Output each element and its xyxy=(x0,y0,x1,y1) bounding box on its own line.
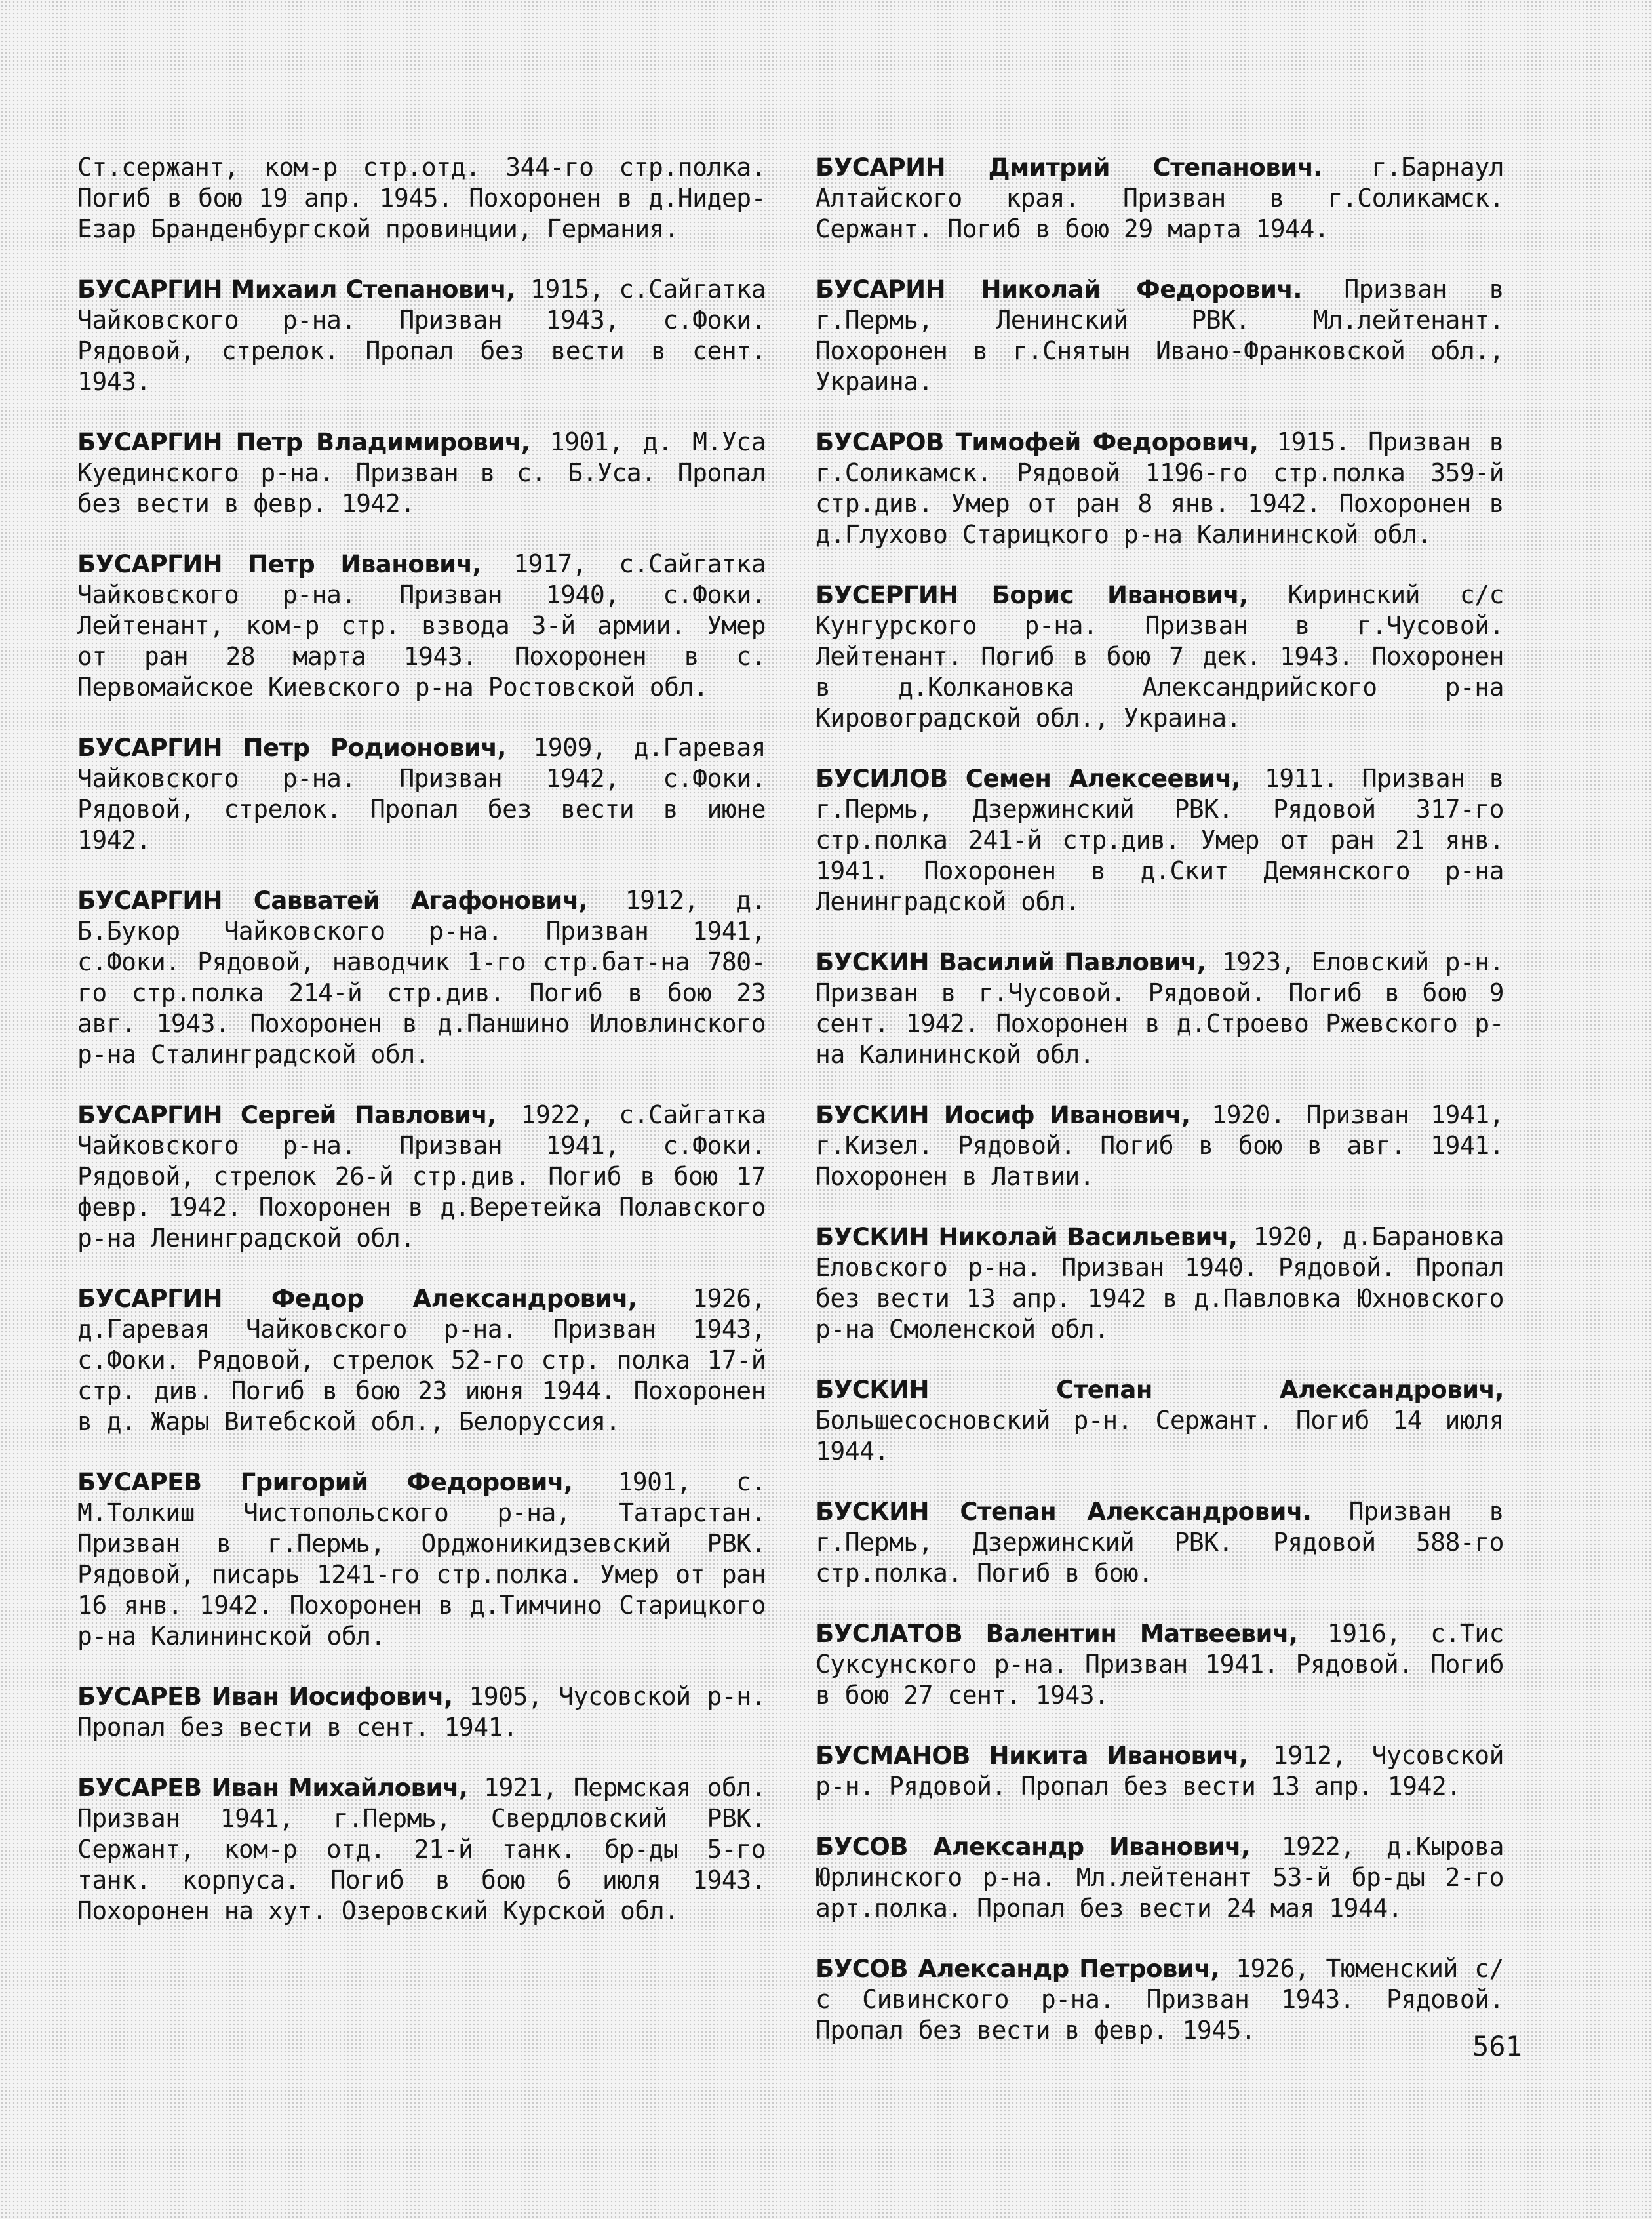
entry-text: 1920. Призван 1941, г.Кизел. Рядовой. Погиб в бою в авг. 1941. Похоронен в Латвии. xyxy=(816,1100,1504,1191)
entry xyxy=(77,427,766,519)
entry-name: БУСИЛОВ Семен Алексеевич, xyxy=(816,765,1240,793)
entry-text: 1912, Чусовской р-н. Рядовой. Пропал без вести 13 апр. 1942. xyxy=(816,1741,1504,1801)
entry-name: БУСКИН Николай Васильевич, xyxy=(816,1223,1238,1251)
entry xyxy=(816,947,1504,1070)
entry-text: 1921, Пермская обл. Призван 1941, г.Пермь, Свердловский РВК. Сержант, ком-р отд. 21-й танк. бр-ды 5-го танк. корпуса. Погиб в бою 6 июля 1943. Похоронен на хут. Озеровский Курской обл. xyxy=(77,1773,766,1925)
entry-name: БУСОВ Александр Петрович, xyxy=(816,1955,1219,1983)
entry xyxy=(816,1496,1504,1589)
entry xyxy=(77,274,766,397)
right-column xyxy=(816,152,1504,2075)
entry-text: Киринский с/с Кунгурского р-на. Призван в г.Чусовой. Лейтенант. Погиб в бою 7 дек. 1943. Похоронен в д.Колкановка Александрийского р-на Кировоградской обл., Украина. xyxy=(816,580,1504,732)
entry-text: 1912, д. Б.Букор Чайковского р-на. Призван 1941, с.Фоки. Рядовой, наводчик 1-го стр.бат-на 780-го стр.полка 214-й стр.див. Погиб в бою 23 авг. 1943. Похоронен в д.Паншино Иловлинского р-на Сталинградской обл. xyxy=(77,886,766,1069)
entry-text: 1905, Чусовской р-н. Пропал без вести в сент. 1941. xyxy=(77,1682,766,1742)
entry-name: БУСАРГИН Петр Иванович, xyxy=(77,550,482,578)
entry xyxy=(816,1953,1504,2046)
entry xyxy=(77,1100,766,1254)
entry-text: Призван в г.Пермь, Ленинский РВК. Мл.лейтенант. Похоронен в г.Снятын Ивано-Франковской обл., Украина. xyxy=(816,275,1504,396)
entry-name: БУСКИН Степан Александрович. xyxy=(816,1498,1312,1526)
entry-name: БУСАРГИН Сергей Павлович, xyxy=(77,1101,496,1129)
entry xyxy=(816,1374,1504,1467)
entry-name: БУСАРИН Николай Федорович. xyxy=(816,275,1302,304)
entry-text: Большесосновский р-н. Сержант. Погиб 14 июля 1944. xyxy=(816,1406,1504,1466)
entry-text: 1920, д.Барановка Еловского р-на. Призван 1940. Рядовой. Пропал без вести 13 апр. 1942 в д.Павловка Юхновского р-на Смоленской обл. xyxy=(816,1222,1504,1344)
entry xyxy=(816,274,1504,397)
entry-text: 1916, с.Тис Суксунского р-на. Призван 1941. Рядовой. Погиб в бою 27 сент. 1943. xyxy=(816,1619,1504,1709)
entry-text: 1922, с.Сайгатка Чайковского р-на. Призван 1941, с.Фоки. Рядовой, стрелок 26-й стр.див. Погиб в бою 17 февр. 1942. Похоронен в д.Веретейка Полавского р-на Ленинградской обл. xyxy=(77,1100,766,1252)
entry-text: 1901, с. М.Толкиш Чистопольского р-на, Татарстан. Призван в г.Пермь, Орджоникидзевский РВК. Рядовой, писарь 1241-го стр.полка. Умер от ран 16 янв. 1942. Похоронен в д.Тимчино Старицкого р-на Калининской обл. xyxy=(77,1468,766,1650)
entry xyxy=(77,1467,766,1652)
entry-text: г.Барнаул Алтайского края. Призван в г.Соликамск. Сержант. Погиб в бою 29 марта 1944. xyxy=(816,153,1504,243)
entry xyxy=(77,1681,766,1743)
entry-name: БУСАРГИН Савватей Агафонович, xyxy=(77,887,588,915)
entry-name: БУСАРГИН Петр Владимирович, xyxy=(77,428,530,456)
entry-name: БУСКИН Василий Павлович, xyxy=(816,948,1206,976)
entry xyxy=(816,1831,1504,1924)
entry xyxy=(816,427,1504,550)
entry xyxy=(816,1222,1504,1345)
entry xyxy=(77,732,766,856)
entry-text: 1909, д.Гаревая Чайковского р-на. Призван 1942, с.Фоки. Рядовой, стрелок. Пропал без вести в июне 1942. xyxy=(77,733,766,854)
entry-name: БУСКИН Иосиф Иванович, xyxy=(816,1101,1190,1129)
entry xyxy=(816,1618,1504,1711)
entry-text: 1923, Еловский р-н. Призван в г.Чусовой. Рядовой. Погиб в бою 9 сент. 1942. Похоронен в д.Строево Ржевского р-на Калининской обл. xyxy=(816,948,1504,1069)
page-number: 561 xyxy=(1472,2030,1522,2062)
entry-name: БУСАРЕВ Григорий Федорович, xyxy=(77,1468,573,1496)
entry-name: БУСАРЕВ Иван Михайлович, xyxy=(77,1774,468,1802)
entry xyxy=(816,1100,1504,1192)
entry-text: Ст.сержант, ком-р стр.отд. 344-го стр.полка. Погиб в бою 19 апр. 1945. Похоронен в д.Нидер-Езар Бранденбургской провинции, Германия. xyxy=(77,153,766,243)
entry-name: БУСАРГИН Федор Александрович, xyxy=(77,1285,637,1313)
entry xyxy=(816,763,1504,917)
entry-text: 1915. Призван в г.Соликамск. Рядовой 1196-го стр.полка 359-й стр.див. Умер от ран 8 янв. 1942. Похоронен в д.Глухово Старицкого р-на Калининской обл. xyxy=(816,428,1504,549)
entry-name: БУСАРОВ Тимофей Федорович, xyxy=(816,428,1259,456)
entry-name: БУСАРИН Дмитрий Степанович. xyxy=(816,153,1323,182)
left-column xyxy=(77,152,766,1956)
entry xyxy=(77,1772,766,1927)
entry-text: 1915, с.Сайгатка Чайковского р-на. Призван 1943, с.Фоки. Рядовой, стрелок. Пропал без вести в сент. 1943. xyxy=(77,275,766,396)
entry xyxy=(77,1283,766,1437)
entry-name: БУСОВ Александр Иванович, xyxy=(816,1833,1250,1861)
entry xyxy=(816,580,1504,734)
entry-text: 1901, д. М.Уса Куединского р-на. Призван в с. Б.Уса. Пропал без вести в февр. 1942. xyxy=(77,428,766,518)
entry xyxy=(816,1740,1504,1802)
entry-text: 1926, д.Гаревая Чайковского р-на. Призван 1943, с.Фоки. Рядовой, стрелок 52-го стр. полка 17-й стр. див. Погиб в бою 23 июня 1944. Похоронен в д. Жары Витебской обл., Белоруссия. xyxy=(77,1284,766,1436)
entry-name: БУСЛАТОВ Валентин Матвеевич, xyxy=(816,1620,1298,1648)
entry-text: 1917, с.Сайгатка Чайковского р-на. Призван 1940, с.Фоки. Лейтенант, ком-р стр. взвода 3-й армии. Умер от ран 28 марта 1943. Похоронен в с. Первомайское Киевского р-на Ростовской обл. xyxy=(77,550,766,702)
entry-name: БУСКИН Степан Александрович, xyxy=(816,1376,1504,1404)
entry-text: 1926, Тюменский с/с Сивинского р-на. Призван 1943. Рядовой. Пропал без вести в февр. 1945. xyxy=(816,1954,1504,2045)
entry-name: БУСАРГИН Петр Родионович, xyxy=(77,734,506,762)
entry xyxy=(77,885,766,1070)
entry xyxy=(77,549,766,703)
entry-text: 1922, д.Кырова Юрлинского р-на. Мл.лейтенант 53-й бр-ды 2-го арт.полка. Пропал без вести 24 мая 1944. xyxy=(816,1832,1504,1923)
entry-name: БУСЕРГИН Борис Иванович, xyxy=(816,581,1248,609)
entry-text: Призван в г.Пермь, Дзержинский РВК. Рядовой 588-го стр.полка. Погиб в бою. xyxy=(816,1497,1504,1588)
entry-name: БУСАРЕВ Иван Иосифович, xyxy=(77,1683,453,1711)
entry xyxy=(816,152,1504,245)
entry xyxy=(77,152,766,245)
entry-text: 1911. Призван в г.Пермь, Дзержинский РВК. Рядовой 317-го стр.полка 241-й стр.див. Умер от ран 21 янв. 1941. Похоронен в д.Скит Демянского р-на Ленинградской обл. xyxy=(816,764,1504,916)
entry-name: БУСАРГИН Михаил Степанович, xyxy=(77,275,515,304)
entry-name: БУСМАНОВ Никита Иванович, xyxy=(816,1742,1248,1770)
